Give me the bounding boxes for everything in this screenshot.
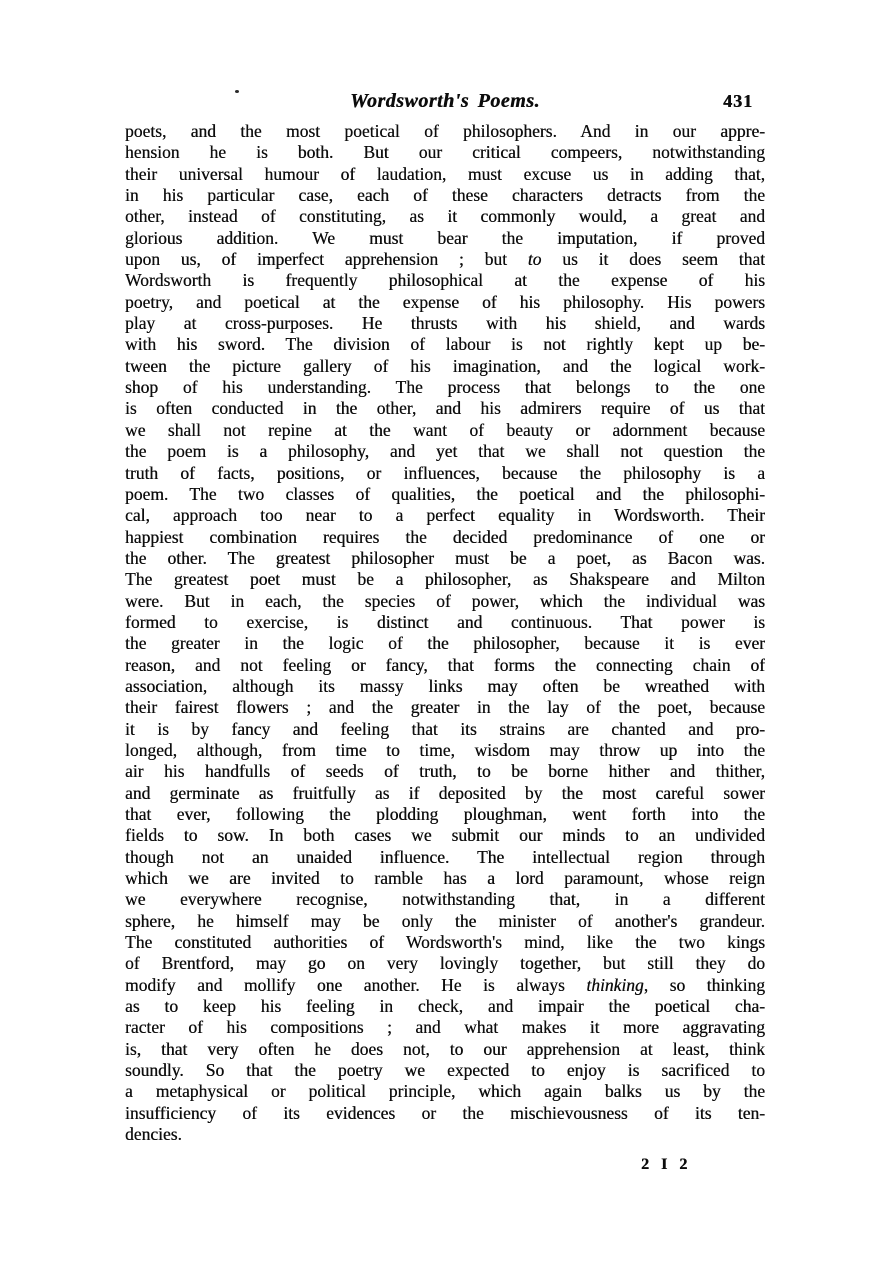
text-line: of Brentford, may go on very lovingly together, but still they do [125, 953, 765, 974]
text-line: in his particular case, each of these characters detracts from the [125, 185, 765, 206]
text-line: we everywhere recognise, notwithstanding that, in a different [125, 889, 765, 910]
text-line: were. But in each, the species of power, which the individual was [125, 590, 765, 611]
text-line: association, although its massy links may often be wreathed with [125, 675, 765, 696]
text-line: racter of his compositions ; and what makes it more aggravating [125, 1017, 765, 1038]
text-line: The constituted authorities of Wordsworth's mind, like the two kings [125, 932, 765, 953]
text-line: poem. The two classes of qualities, the poetical and the philosophi- [125, 483, 765, 504]
printer-signature: 2 I 2 [641, 1156, 691, 1173]
text-line: which we are invited to ramble has a lord paramount, whose reign [125, 868, 765, 889]
running-header [125, 90, 765, 116]
page-number: 431 [723, 91, 753, 111]
text-line: poets, and the most poetical of philosophers. And in our appre- [125, 121, 765, 141]
text-line: play at cross-purposes. He thrusts with his shield, and wards [125, 313, 765, 334]
text-line: air his handfulls of seeds of truth, to be borne hither and thither, [125, 761, 765, 782]
text-line: reason, and not feeling or fancy, that forms the connecting chain of [125, 654, 765, 675]
text-line: as to keep his feeling in check, and impair the poetical cha- [125, 996, 765, 1017]
text-line: modify and mollify one another. He is always thinking, so thinking [125, 974, 765, 995]
text-line: we shall not repine at the want of beauty or adornment because [125, 419, 765, 440]
text-line: poetry, and poetical at the expense of his philosophy. His powers [125, 291, 765, 312]
text-line: insufficiency of its evidences or the mischievousness of its ten- [125, 1102, 765, 1123]
text-line: Wordsworth is frequently philosophical at the expense of his [125, 270, 765, 291]
text-line: is, that very often he does not, to our apprehension at least, think [125, 1038, 765, 1059]
text-line: the other. The greatest philosopher must be a poet, as Bacon was. [125, 547, 765, 568]
text-line: sphere, he himself may be only the minister of another's grandeur. [125, 910, 765, 931]
text-line: The greatest poet must be a philosopher, as Shakspeare and Milton [125, 569, 765, 590]
text-line: the greater in the logic of the philosopher, because it is ever [125, 633, 765, 654]
body-text [125, 121, 765, 1146]
text-line: soundly. So that the poetry we expected to enjoy is sacrificed to [125, 1060, 765, 1081]
text-line: hension he is both. But our critical compeers, notwithstanding [125, 142, 765, 163]
text-line: the poem is a philosophy, and yet that we shall not question the [125, 441, 765, 462]
text-line: a metaphysical or political principle, which again balks us by the [125, 1081, 765, 1102]
text-line: with his sword. The division of labour is not rightly kept up be- [125, 334, 765, 355]
text-line: their universal humour of laudation, must excuse us in adding that, [125, 163, 765, 184]
text-line: happiest combination requires the decided predominance of one or [125, 526, 765, 547]
text-line: shop of his understanding. The process that belongs to the one [125, 377, 765, 398]
running-title: Wordsworth's Poems. [350, 90, 540, 112]
text-line: tween the picture gallery of his imagination, and the logical work- [125, 355, 765, 376]
text-line: glorious addition. We must bear the imputation, if proved [125, 227, 765, 248]
text-line: truth of facts, positions, or influences, because the philosophy is a [125, 462, 765, 483]
text-line: it is by fancy and feeling that its strains are chanted and pro- [125, 718, 765, 739]
text-line: is often conducted in the other, and his admirers require of us that [125, 398, 765, 419]
text-line: that ever, following the plodding ploughman, went forth into the [125, 804, 765, 824]
text-line: cal, approach too near to a perfect equality in Wordsworth. Their [125, 505, 765, 526]
text-line: longed, although, from time to time, wisdom may throw up into the [125, 739, 765, 760]
text-line: their fairest flowers ; and the greater in the lay of the poet, because [125, 697, 765, 718]
text-line: upon us, of imperfect apprehension ; but to us it does seem that [125, 249, 765, 270]
text-line: formed to exercise, is distinct and continuous. That power is [125, 611, 765, 632]
text-line: fields to sow. In both cases we submit our minds to an undivided [125, 825, 765, 846]
text-line: other, instead of constituting, as it commonly would, a great and [125, 206, 765, 227]
text-line: dencies. [125, 1124, 182, 1145]
text-line: though not an unaided influence. The intellectual region through [125, 846, 765, 867]
text-line: and germinate as fruitfully as if deposited by the most careful sower [125, 782, 765, 803]
